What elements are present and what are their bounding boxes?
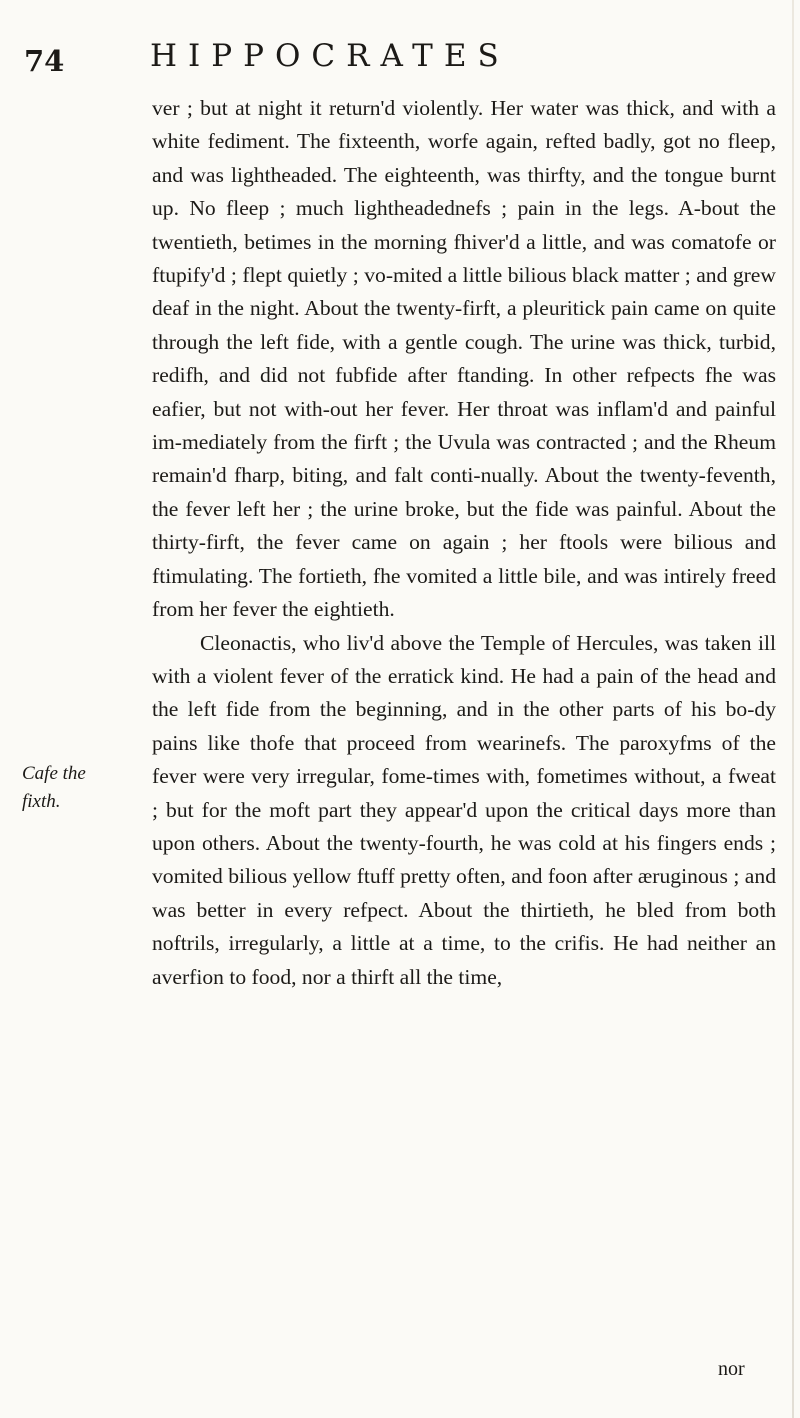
catchword: nor — [718, 1358, 745, 1380]
page-number: 74 — [24, 44, 65, 78]
paragraph-case-continued: ver ; but at night it return'd violently. Her water was thick, and with a white fediment. The fixteenth, worfe again, refted badly, got no fleep, and was lightheaded. The eighteenth, was thirfty, and the tongue burnt up. No fleep ; much lightheadednefs ; pain in the legs. A-bout the twentieth, betimes in the morning fhiver'd a little, and was comatofe or ftupify'd ; flept quietly ; vo-mited a little bilious black matter ; and grew deaf in the night. About the twenty-firft, a pleuritick pain came on quite through the left fide, with a gentle cough. The urine was thick, turbid, redifh, and did not fubfide after ftanding. In other refpects fhe was eafier, but not with-out her fever. Her throat was inflam'd and painful im-mediately from the firft ; the Uvula was contracted ; and the Rheum remain'd fharp, biting, and falt conti-nually. About the twenty-feventh, the fever left her ; the urine broke, but the fide was painful. About the thirty-firft, the fever came on again ; her ftools were bilious and ftimulating. The fortieth, fhe vomited a little bile, and was intirely freed from her fever the eightieth. — [152, 96, 776, 622]
body-text — [152, 92, 776, 994]
margin-note-line2: fixth. — [22, 791, 61, 812]
margin-note — [22, 760, 142, 816]
running-head: HIPPOCRATES — [150, 38, 510, 74]
page-edge-shadow — [792, 0, 794, 1418]
margin-note-line1: Cafe the — [22, 763, 86, 784]
paragraph-case-sixth: Cleonactis, who liv'd above the Temple of Hercules, was taken ill with a violent fever of the erratick kind. He had a pain of the head and the left fide from the beginning, and in the other parts of his bo-dy pains like thofe that proceed from wearinefs. The paroxyfms of the fever were very irregular, fome-times with, fometimes without, a fweat ; but for the moft part they appear'd upon the critical days more than upon others. About the twenty-fourth, he was cold at his fingers ends ; vomited bilious yellow ftuff pretty often, and foon after æruginous ; and was better in every refpect. About the thirtieth, he bled from both noftrils, irregularly, a little at a time, to the crifis. He had neither an averfion to food, nor a thirft all the time, — [152, 630, 776, 989]
